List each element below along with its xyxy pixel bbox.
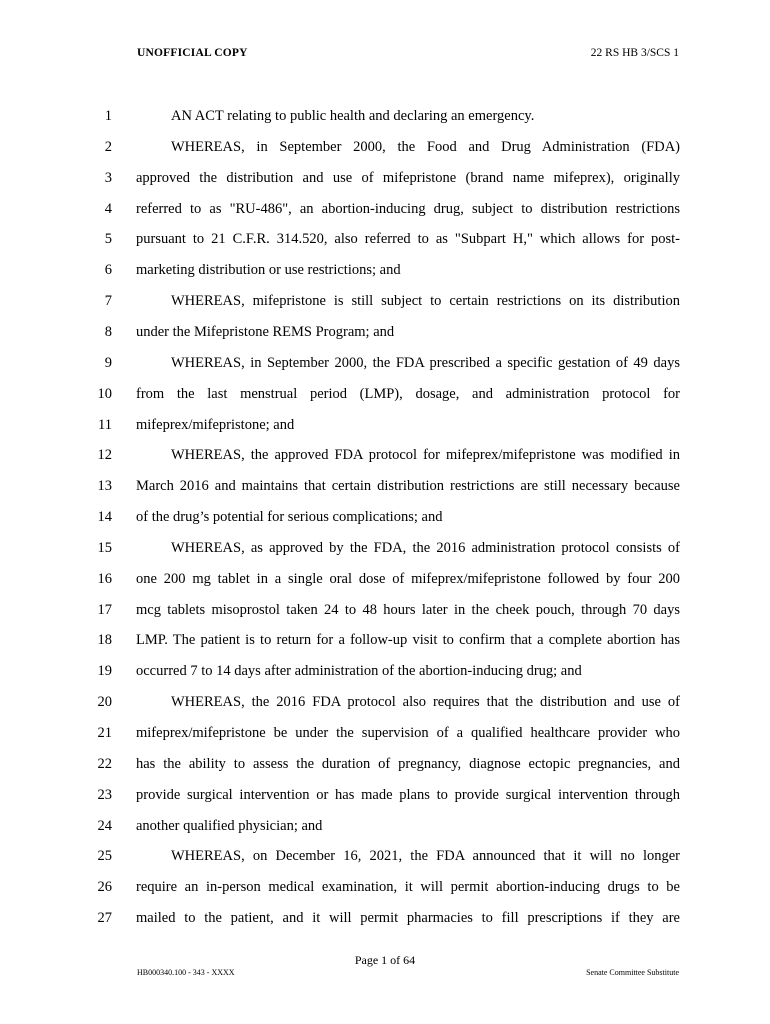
footer-committee-substitute: Senate Committee Substitute	[586, 968, 679, 977]
line-number: 14	[97, 509, 112, 526]
line-number: 27	[97, 910, 112, 927]
line-text: another qualified physician; and	[136, 817, 323, 834]
line-number: 20	[97, 694, 112, 711]
line-number: 19	[97, 663, 112, 680]
line-number: 2	[104, 138, 112, 155]
line-text: AN ACT relating to public health and declaring an emergency.	[171, 108, 535, 124]
line-number: 16	[97, 570, 112, 587]
line-number: 8	[104, 323, 112, 340]
line-number: 18	[97, 632, 112, 649]
line-number: 24	[97, 817, 112, 834]
line-number: 9	[104, 354, 112, 371]
line-number: 26	[97, 879, 112, 896]
line-text: pursuant to 21 C.F.R. 314.520, also referred to as "Subpart H," which allows for post-	[136, 231, 680, 248]
line-text: one 200 mg tablet in a single oral dose of mifeprex/mifepristone followed by four 200	[136, 570, 680, 587]
footer-document-id: HB000340.100 - 343 - XXXX	[137, 968, 235, 977]
line-text: WHEREAS, mifepristone is still subject to certain restrictions on its distribution	[171, 293, 680, 310]
line-text: WHEREAS, in September 2000, the FDA prescribed a specific gestation of 49 days	[171, 354, 680, 371]
line-text: WHEREAS, in September 2000, the Food and Drug Administration (FDA)	[171, 138, 680, 155]
line-text: from the last menstrual period (LMP), dosage, and administration protocol for	[136, 385, 680, 402]
line-number: 15	[97, 539, 112, 556]
line-number: 22	[97, 755, 112, 772]
line-number: 3	[104, 169, 112, 186]
line-number: 1	[104, 108, 112, 124]
line-number: 11	[98, 416, 112, 433]
line-text: has the ability to assess the duration of pregnancy, diagnose ectopic pregnancies, and	[136, 755, 680, 772]
line-text: mifeprex/mifepristone; and	[136, 416, 295, 433]
line-text: of the drug’s potential for serious complications; and	[136, 509, 443, 526]
line-number: 5	[104, 231, 112, 248]
line-text: WHEREAS, the approved FDA protocol for mifeprex/mifepristone was modified in	[171, 447, 680, 464]
line-text: WHEREAS, on December 16, 2021, the FDA announced that it will no longer	[171, 848, 680, 865]
line-text: require an in-person medical examination, it will permit abortion-inducing drugs to be	[136, 879, 680, 896]
line-text: referred to as "RU-486", an abortion-inducing drug, subject to distribution restrictions	[136, 200, 680, 217]
line-text: LMP. The patient is to return for a follow-up visit to confirm that a complete abortion has	[136, 632, 680, 649]
line-number: 7	[104, 293, 112, 310]
line-number: 25	[97, 848, 112, 865]
line-text: marketing distribution or use restrictions; and	[136, 262, 401, 279]
line-text: occurred 7 to 14 days after administration of the abortion-inducing drug; and	[136, 663, 582, 680]
header-bill-number: 22 RS HB 3/SCS 1	[590, 47, 679, 59]
line-text: WHEREAS, as approved by the FDA, the 2016 administration protocol consists of	[171, 539, 680, 556]
line-text: mcg tablets misoprostol taken 24 to 48 hours later in the cheek pouch, through 70 days	[136, 601, 680, 618]
line-number: 13	[97, 478, 112, 495]
line-text: WHEREAS, the 2016 FDA protocol also requires that the distribution and use of	[171, 694, 680, 711]
line-text: approved the distribution and use of mifepristone (brand name mifeprex), originally	[136, 169, 680, 186]
line-number: 17	[97, 601, 112, 618]
line-number: 23	[97, 786, 112, 803]
line-number: 6	[104, 262, 112, 279]
line-text: mailed to the patient, and it will permit pharmacies to fill prescriptions if they are	[136, 910, 680, 927]
line-number: 21	[97, 725, 112, 741]
header-unofficial-copy: UNOFFICIAL COPY	[137, 47, 248, 59]
line-text: March 2016 and maintains that certain distribution restrictions are still necessary because	[136, 478, 680, 495]
line-text: provide surgical intervention or has made plans to provide surgical intervention through	[136, 786, 680, 803]
line-number: 12	[97, 447, 112, 464]
footer-page-number: Page 1 of 64	[354, 953, 416, 967]
line-number: 10	[97, 385, 112, 402]
line-text: under the Mifepristone REMS Program; and	[136, 323, 395, 340]
line-text: mifeprex/mifepristone be under the supervision of a qualified healthcare provider who	[136, 725, 680, 741]
line-number: 4	[104, 200, 112, 217]
